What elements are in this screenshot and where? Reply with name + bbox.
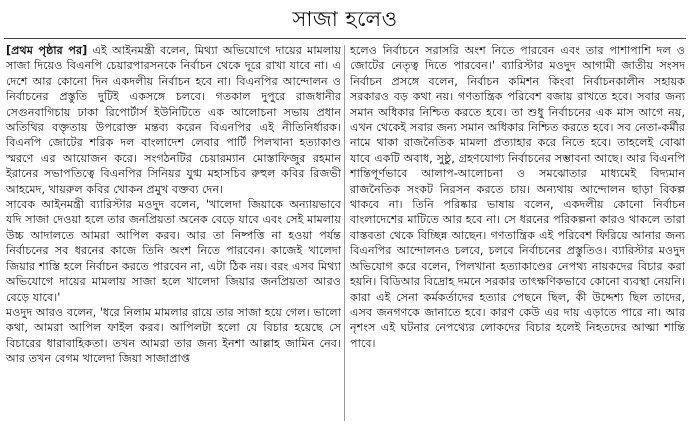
headline: সাজা হলেও: [292, 7, 398, 31]
right-column: [350, 43, 685, 423]
left-paragraph: সাবেক আইনমন্ত্রী ব্যারিস্টার মওদুদ বলেন, 'খালেদা জিয়াকে অন্যায়ভাবে যদি সাজা দেওয়া হলে তার জনপ্রিয়তা অনেক বেড়ে যাবে এবং সেই মামলায় উচ্চ আদালতে আমরা আপিল করব। আর তা নিষ্পত্তি না হওয়া পর্যন্ত নির্বাচনের সব ধরনের কাজে তিনি অংশ নিতে পারবেন। কাজেই খালেদা জিয়ার শাস্তি হলে নির্বাচন করতে পারবেন না, এটা ঠিক নয়। বরং এসব মিথ্যা অভিযোগে দায়ের মামলায় সাজা হলে খালেদা জিয়ার জনপ্রিয়তা আরও বেড়ে যাবে।': [6, 198, 341, 304]
headline-rule: [4, 38, 686, 39]
left-paragraph: মওদুদ আরও বলেন, 'ধরে নিলাম মামলার রায়ে তার সাজা হয়ে গেল। ভালো কথা, আমরা আপিল ফাইল করব। আপিলটা হলো যে বিচার হয়েছে সে বিচারের ধারাবাহিকতা। তখন আমরা তার জন্য ইনশা আল্লাহ জামিন নেব। আর তখন বেগম খালেদা জিয়া সাজাপ্রাপ্ত: [6, 305, 341, 366]
continuation-kicker: [প্রথম পৃষ্ঠার পর]: [6, 44, 88, 57]
right-paragraph: হলেও নির্বাচনে সরাসরি অংশ নিতে পারবেন এবং তার পাশাপাশি দল ও জোটের নেতৃত্ব দিতে পারবেন।' ব্যারিস্টার মওদুদ আগামী জাতীয় সংসদ নির্বাচন প্রসঙ্গে বলেন, নির্বাচন কমিশন কিংবা নির্বাচনকালীন সহায়ক সরকারও বড় কথা নয়। গণতান্ত্রিক পরিবেশ বজায় রাখতে হবে। সবার জন্য সমান অধিকার নিশ্চিত করতে হবে। তা শুধু নির্বাচনের এক মাস আগে নয়, এখন থেকেই সবার জন্য সমান অধিকার নিশ্চিত করতে হবে। সব নেতা-কর্মীর নামে থাকা রাজনৈতিক মামলা প্রত্যাহার করে নিতে হবে। তাহলেই বোঝা যাবে একটি অবাধ, সুষ্ঠু, গ্রহণযোগ্য নির্বাচনের সম্ভাবনা আছে। আর বিএনপি শান্তিপূর্ণভাবে আলাপ-আলোচনা ও সমঝোতার মাধ্যমেই বিদ্যমান রাজনৈতিক সংকট নিরসন করতে চায়। অন্যথায় আন্দোলন ছাড়া বিকল্প থাকবে না। তিনি পরিষ্কার ভাষায় বলেন, একদলীয় কোনো নির্বাচন বাংলাদেশের মাটিতে আর হবে না। সে ধরনের পরিকল্পনা কারও থাকলে তারা বাস্তবতা থেকে বিচ্ছিন্ন আছেন। গণতান্ত্রিক এই পরিবেশ ফিরিয়ে আনার জন্য বিএনপির আন্দোলনও চলবে, চলবে নির্বাচনের প্রস্তুতিও। ব্যারিস্টার মওদুদ অভিযোগ করে বলেন, পিলখানা হত্যাকাণ্ডের নেপথ্য নায়কদের বিচার করা হয়নি। বিডিআর বিদ্রোহ দমনে সরকার তাৎক্ষণিকভাবে কোনো ব্যবস্থা নেয়নি। কারা এই সেনা কর্মকর্তাদের হত্যার পেছনে ছিল, কী উদ্দেশ্য ছিল তাদের, এসব জনগণকে জানাতে হবে। কারণ কেউ এর দায় এড়াতে পারে না। আর নৃশংস এই ঘটনার নেপথ্যের লোকদের বিচার হলেই নিহতদের আত্মা শান্তি পাবে।: [350, 44, 685, 350]
left-paragraph: [6, 43, 341, 197]
column-divider: [344, 45, 345, 421]
left-column: [6, 43, 341, 423]
left-paragraph-text: এই আইনমন্ত্রী বলেন, মিথ্যা অভিযোগে দায়ের মামলায় সাজা দিয়েও বিএনপি চেয়ারপারসনকে নির্বাচন থেকে দূরে রাখা যাবে না। এ দেশে আর কোনো দিন একদলীয় নির্বাচন হবে না। বিএনপির আন্দোলন ও নির্বাচনের প্রস্তুতি দুটিই একসঙ্গে চলবে। গতকাল দুপুরে রাজধানীর সেগুনবাগিচায় ঢাকা রিপোর্টার্স ইউনিটিতে এক আলোচনা সভায় প্রধান অতিথির বক্তৃতায় উপরোক্ত মন্তব্য করেন বিএনপির এই নীতিনির্ধারক। বিএনপি জোটের শরিক দল বাংলাদেশ লেবার পার্টি পিলখানা হত্যাকাণ্ড স্মরণে এর আয়োজন করে। সংগঠনটির চেয়ারম্যান মোস্তাফিজুর রহমান ইরানের সভাপতিত্বে বিএনপির সিনিয়র যুগ্ম মহাসচিব রুহুল কবির রিজভী আহমেদ, খায়রুল কবির খোকন প্রমুখ বক্তব্য দেন।: [6, 44, 341, 196]
